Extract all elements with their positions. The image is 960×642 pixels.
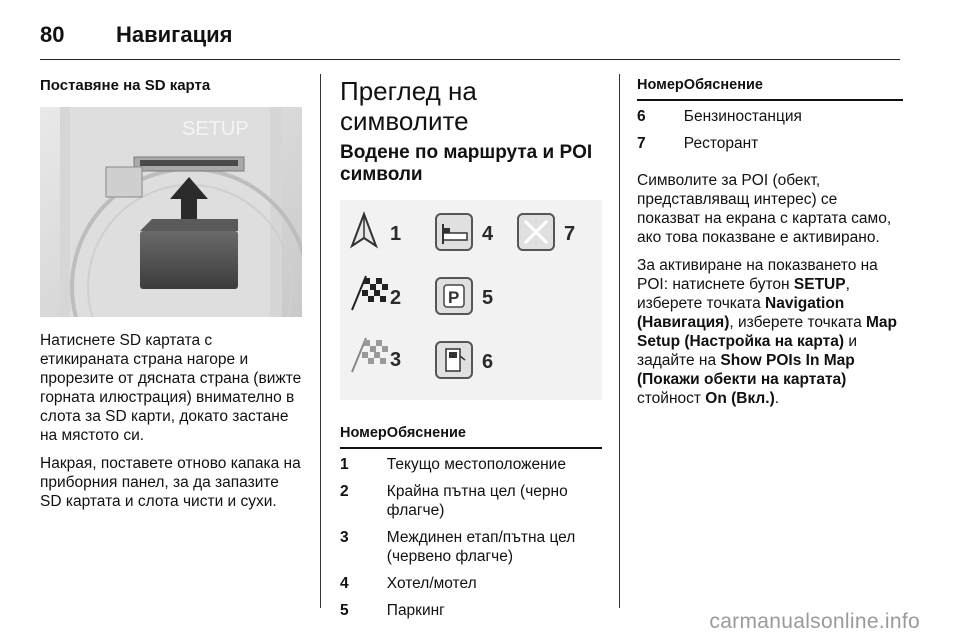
- symbols-legend-table: [340, 424, 602, 622]
- row-description: Текущо местоположение: [386, 456, 566, 473]
- table-row: [340, 522, 602, 568]
- poi-paragraph-1: Символите за POI (обект, представляващ интерес) се показват на екрана с картата само, ако това показване е активирано.: [637, 172, 892, 246]
- column-poi: [637, 76, 903, 417]
- column-divider-1: [320, 74, 321, 608]
- poi-text: стойност: [637, 390, 706, 407]
- col-description-header: Обяснение: [684, 76, 903, 100]
- sd-card-paragraph-1: Натиснете SD картата с етикираната страна нагоре и прорезите от дясната страна (вижте горната илюстрация) внимателно в слота за SD карти, докато застане на мястото си.: [40, 332, 302, 444]
- page-number: 80: [40, 22, 65, 47]
- symbols-legend-table-continued: [637, 76, 903, 155]
- setup-label: SETUP: [182, 118, 249, 140]
- symbols-subtitle: Водене по маршрута и POI символи: [340, 142, 593, 185]
- hotel-icon: [436, 214, 472, 250]
- table-row: [340, 476, 602, 522]
- page-title: Навигация: [116, 22, 233, 47]
- table-row: [340, 568, 602, 595]
- svg-text:P: P: [448, 288, 460, 307]
- table-row: [637, 100, 903, 128]
- row-number: 5: [340, 602, 349, 619]
- symbol-number-2: 2: [390, 287, 402, 309]
- symbol-number-1: 1: [390, 223, 402, 245]
- table-row: [340, 448, 602, 476]
- sd-card-heading: Поставяне на SD карта: [40, 77, 211, 94]
- row-number: 4: [340, 575, 349, 592]
- col-description-header: Обяснение: [387, 424, 602, 448]
- header-divider: [40, 59, 900, 60]
- symbols-illustration: [340, 200, 602, 400]
- poi-text: и задайте на: [637, 333, 857, 369]
- map-setup-label: Map Setup (Настройка на карта): [637, 314, 898, 350]
- poi-paragraph-2: [637, 256, 903, 408]
- row-description: Хотел/мотел: [386, 575, 477, 592]
- poi-text: , изберете точката: [637, 276, 850, 312]
- parking-icon: [436, 278, 472, 314]
- column-sd-card: [40, 76, 302, 520]
- setup-button-label: SETUP: [793, 276, 846, 293]
- row-description: Ресторант: [683, 135, 759, 152]
- page-header: [40, 18, 232, 52]
- show-pois-label: Show POIs In Map (Покажи обекти на картата): [637, 352, 855, 388]
- symbol-number-3: 3: [390, 349, 402, 371]
- symbol-number-7: 7: [564, 223, 576, 245]
- table-row: [637, 128, 903, 155]
- row-number: 2: [340, 483, 349, 500]
- poi-text: , изберете точката: [729, 314, 867, 331]
- fuel-station-icon: [436, 342, 472, 378]
- column-symbols: [340, 76, 602, 622]
- poi-text: .: [774, 390, 780, 407]
- navigation-menu-label: Navigation (Навигация): [637, 295, 845, 331]
- row-description: Крайна пътна цел (черно флагче): [386, 483, 568, 519]
- row-description: Паркинг: [386, 602, 445, 619]
- poi-text: За активиране на показването на POI: натиснете бутон: [637, 257, 878, 293]
- sd-card-insertion-illustration: [40, 107, 302, 317]
- sd-card-paragraph-2: Накрая, поставете отново капака на приборния панел, за да запазите SD картата и слота чисти и сухи.: [40, 455, 301, 510]
- restaurant-icon: [518, 214, 554, 250]
- row-number: 7: [637, 135, 646, 152]
- on-value-label: On (Вкл.): [705, 390, 775, 407]
- symbol-number-4: 4: [482, 223, 494, 245]
- col-number-header: Номер: [637, 76, 684, 100]
- symbol-number-6: 6: [482, 351, 494, 373]
- watermark: carmanualsonline.info: [709, 610, 920, 633]
- col-number-header: Номер: [340, 424, 387, 448]
- row-number: 3: [340, 529, 349, 546]
- symbol-number-5: 5: [482, 287, 494, 309]
- table-row: [340, 595, 602, 622]
- row-description: Междинен етап/пътна цел (червено флагче): [386, 529, 576, 565]
- row-description: Бензиностанция: [683, 108, 802, 125]
- row-number: 1: [340, 456, 349, 473]
- symbols-title: Преглед на символите: [340, 76, 477, 136]
- column-divider-2: [619, 74, 620, 608]
- row-number: 6: [637, 108, 646, 125]
